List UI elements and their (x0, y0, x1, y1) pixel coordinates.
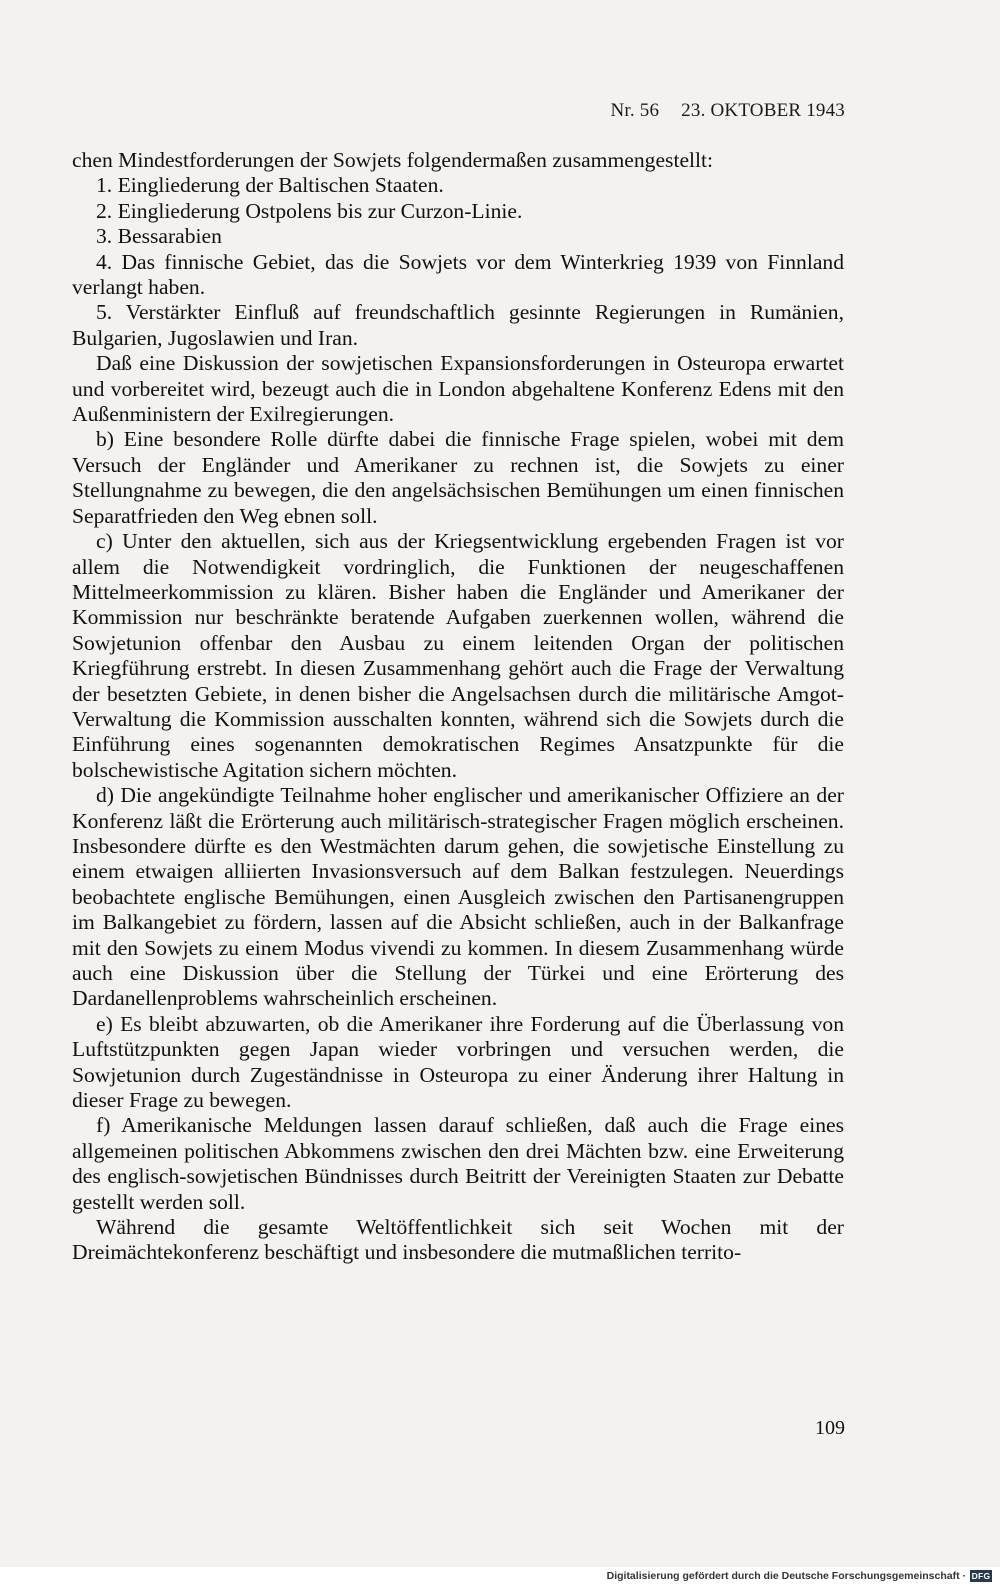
list-item: 5. Verstärkter Einfluß auf freundschaftlich gesinnte Regierungen in Rumänien, Bulgarien, Jugoslawien und Iran. (72, 300, 844, 350)
paragraph: Während die gesamte Weltöffentlichkeit sich seit Wochen mit der Dreimächtekonferenz beschäftigt und insbesondere die mutmaßlichen territo- (72, 1215, 844, 1265)
issue-date: 23. OKTOBER 1943 (681, 100, 845, 121)
paragraph-f: f) Amerikanische Meldungen lassen darauf schließen, daß auch die Frage eines allgemeinen politischen Abkommens zwischen den drei Mächten bzw. eine Erweiterung des englisch-sowjetischen Bündnisses durch Beitritt der Vereinigten Staaten zur Debatte gestellt werden soll. (72, 1113, 844, 1214)
page-number: 109 (815, 1417, 845, 1439)
paragraph-c: c) Unter den aktuellen, sich aus der Kriegsentwicklung ergebenden Fragen ist vor allem die Notwendigkeit vordringlich, die Funktionen der neugeschaffenen Mittelmeerkommission zu klären. Bisher haben die Engländer und Amerikaner der Kommission nur beschränkte beratende Aufgaben zuerkennen wollen, während die Sowjetunion offenbar den Ausbau zu einem leitenden Organ der politischen Kriegführung erstrebt. In diesen Zusammenhang gehört auch die Frage der Verwaltung der besetzten Gebiete, in denen bisher die Angelsachsen durch die militärische Amgot-Verwaltung die Kommission ausschalten konnten, während sich die Sowjets durch die Einführung eines sogenannten demokratischen Regimes Ansatzpunkte für die bolschewistische Agitation sichern möchten. (72, 529, 844, 782)
list-item: 1. Eingliederung der Baltischen Staaten. (96, 173, 444, 198)
issue-number: Nr. 56 (610, 100, 660, 121)
paragraph-b: b) Eine besondere Rolle dürfte dabei die finnische Frage spielen, wobei mit dem Versuch der Engländer und Amerikaner zu rechnen ist, die Sowjets zu einer Stellungnahme zu bewegen, die den angelsächsischen Bemühungen um einen finnischen Separatfrieden den Weg ebnen soll. (72, 427, 844, 528)
list-item: 4. Das finnische Gebiet, das die Sowjets vor dem Winterkrieg 1939 von Finnland verlangt haben. (72, 249, 844, 300)
list-item: 2. Eingliederung Ostpolens bis zur Curzon-Linie. (96, 198, 523, 223)
paragraph-e: e) Es bleibt abzuwarten, ob die Amerikaner ihre Forderung auf die Überlassung von Luftstützpunkten gegen Japan wieder vorbringen und versuchen werden, die Sowjetunion durch Zugeständnisse in Osteuropa zu einer Änderung ihrer Haltung in dieser Frage zu bewegen. (72, 1011, 844, 1113)
dfg-logo-icon: DFG (971, 1571, 991, 1581)
digitization-credit: Digitalisierung gefördert durch die Deutsche Forschungsgemeinschaft · (606, 1570, 966, 1582)
list-item: 3. Bessarabien (96, 224, 222, 249)
body-text (72, 148, 844, 1266)
paragraph: Daß eine Diskussion der sowjetischen Expansionsforderungen in Osteuropa erwartet und vorbereitet wird, bezeugt auch die in London abgehaltene Konferenz Edens mit den Außenministern der Exilregierungen. (72, 351, 844, 427)
paragraph-continuation: chen Mindestforderungen der Sowjets folgendermaßen zusammengestellt: (72, 148, 714, 172)
paragraph-d: d) Die angekündigte Teilnahme hoher englischer und amerikanischer Offiziere an der Konferenz läßt die Erörterung auch militärisch-strategischer Fragen möglich erscheinen. Insbesondere dürfte es den Westmächten darum gehen, die sowjetische Einstellung zu einem etwaigen alliierten Invasionsversuch auf dem Balkan festzulegen. Neuerdings beobachtete englische Bemühungen, einen Ausgleich zwischen den Partisanengruppen im Balkangebiet zu fördern, lassen auf die Absicht schließen, auch in der Balkanfrage mit den Sowjets zu einem Modus vivendi zu kommen. In diesem Zusammenhang würde auch eine Diskussion über die Stellung der Türkei und eine Erörterung des Dardanellenproblems wahrscheinlich erscheinen. (72, 783, 844, 1011)
running-header (610, 100, 845, 122)
